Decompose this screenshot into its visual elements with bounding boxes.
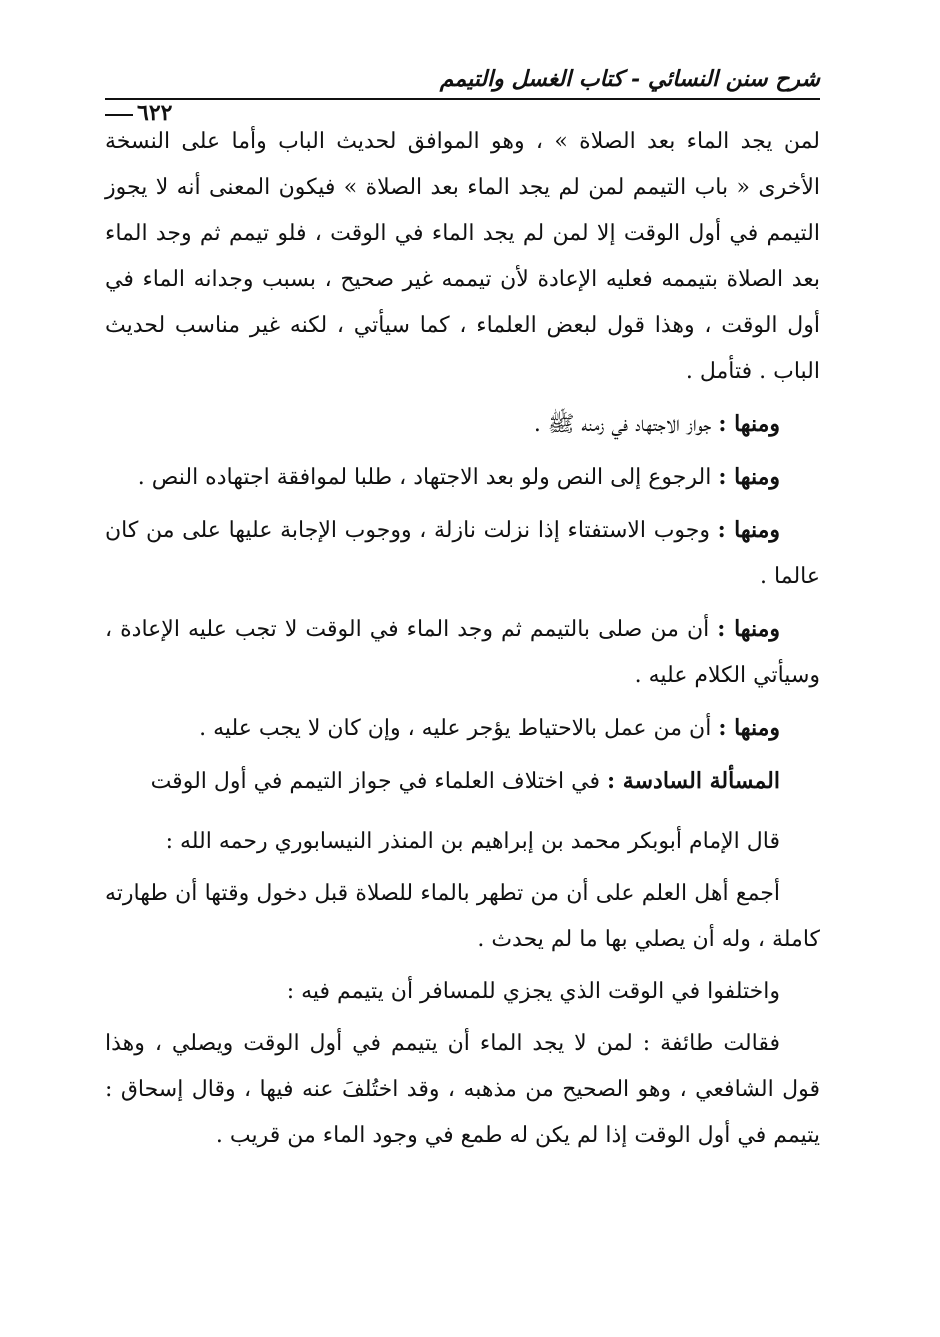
paragraph-text: أن من صلى بالتيمم ثم وجد الماء في الوقت لا تجب عليه الإعادة ، وسيأتي الكلام عليه . [105,617,820,688]
paragraph-text: جواز الاجتهاد في زمنه ﷺ . [533,412,719,437]
header-rule [105,98,820,100]
paragraph-lead: ومنها : [717,616,780,642]
paragraph-text: الرجوع إلى النص ولو بعد الاجتهاد ، طلبا لموافقة اجتهاده النص . [137,465,719,490]
paragraph [105,1021,820,1159]
paragraph [105,819,820,865]
paragraph-text: واختلفوا في الوقت الذي يجزي للمسافر أن يتيمم فيه : [286,979,780,1004]
paragraph [105,401,820,448]
paragraph [105,118,820,395]
body-text [105,118,820,1165]
paragraph-text: وجوب الاستفتاء إذا نزلت نازلة ، ووجوب الإجابة عليها على من كان عالما . [105,518,820,589]
paragraph-lead: ومنها : [718,464,780,490]
page-number: ٦٢٢ [137,100,173,126]
paragraph [105,705,820,752]
paragraph [105,606,820,699]
section-heading-text: في اختلاف العلماء في جواز التيمم في أول الوقت [150,769,608,794]
paragraph-lead: ومنها : [717,517,781,543]
paragraph [105,871,820,963]
paragraph-text: أجمع أهل العلم على أن من تطهر بالماء للصلاة قبل دخول وقتها أن طهارته كاملة ، وله أن يصلي بها ما لم يحدث . [105,881,820,952]
paragraph [105,969,820,1015]
paragraph-text: أن من عمل بالاحتياط يؤجر عليه ، وإن كان لا يجب عليه . [199,716,719,741]
section-heading [105,758,820,805]
page-number-dash [105,114,133,116]
running-title: شرح سنن النسائي - كتاب الغسل والتيمم [439,66,820,92]
paragraph [105,507,820,600]
paragraph-lead: ومنها : [718,715,780,741]
spacer [105,811,820,819]
section-heading-lead: المسألة السادسة : [607,768,780,794]
paragraph-text: قال الإمام أبوبكر محمد بن إبراهيم بن المنذر النيسابوري رحمه الله : [165,829,780,854]
paragraph-lead: ومنها : [718,411,780,437]
paragraph [105,454,820,501]
paragraph-text: فقالت طائفة : لمن لا يجد الماء أن يتيمم في أول الوقت ويصلي ، وهذا قول الشافعي ، وهو الصحيح من مذهبه ، وقد اختُلفَ عنه فيها ، وقال إسحاق : يتيمم في أول الوقت إذا لم يكن له طمع في وجود الماء من قريب . [105,1031,820,1148]
paragraph-text: لمن يجد الماء بعد الصلاة » ، وهو الموافق لحديث الباب وأما على النسخة الأخرى « باب التيمم لمن لم يجد الماء بعد الصلاة » فيكون المعنى أنه لا يجوز التيمم في أول الوقت إلا لمن لم يجد الماء في الوقت ، فلو تيمم ثم وجد الماء بعد الصلاة بتيممه فعليه الإعادة لأن تيممه غير صحيح ، بسبب وجدانه الماء في أول الوقت ، وهذا قول لبعض العلماء ، كما سيأتي ، لكنه غير مناسب لحديث الباب . فتأمل . [105,129,820,384]
